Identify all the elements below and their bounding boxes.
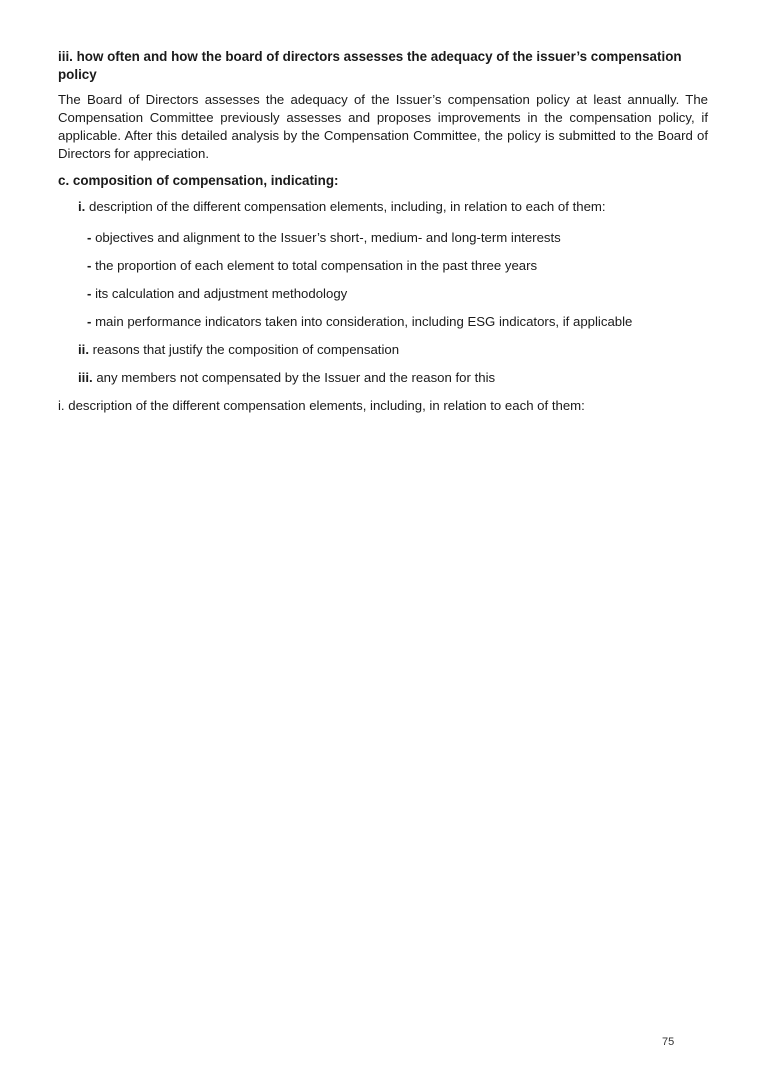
- sub-item-iii: [58, 369, 708, 387]
- bullet-text: the proportion of each element to total compensation in the past three years: [91, 258, 538, 273]
- bullet-text: its calculation and adjustment methodology: [91, 286, 348, 301]
- bullet-marker: -: [87, 258, 92, 273]
- sub-item-text: description of the different compensation elements, including, in relation to each of them:: [85, 199, 606, 214]
- section-iii-body: The Board of Directors assesses the adequacy of the Issuer’s compensation policy at least annually. The Compensation Committee previously assesses and proposes improvements in the compensation policy, if applicable. After this detailed analysis by the Compensation Committee, the policy is submitted to the Board of Directors for appreciation.: [58, 92, 708, 161]
- sub-item-marker: iii.: [78, 370, 93, 385]
- bullet-text: main performance indicators taken into consideration, including ESG indicators, if applicable: [91, 314, 633, 329]
- trailing-text: i. description of the different compensation elements, including, in relation to each of them:: [58, 398, 585, 413]
- bullet-marker: -: [87, 314, 92, 329]
- bullet-item: [58, 257, 708, 275]
- bullet-item: [58, 229, 708, 247]
- sub-item-text: reasons that justify the composition of compensation: [89, 342, 400, 357]
- page-number: 75: [662, 1036, 675, 1048]
- document-page: [58, 48, 708, 415]
- sub-item-marker: i.: [78, 199, 86, 214]
- sub-item-text: any members not compensated by the Issuer and the reason for this: [92, 370, 496, 385]
- sub-item-ii: [58, 341, 708, 359]
- sub-item-i: [58, 198, 708, 216]
- bullet-marker: -: [87, 230, 92, 245]
- section-c-heading: c. composition of compensation, indicating:: [58, 173, 339, 188]
- section-iii-heading: iii. how often and how the board of directors assesses the adequacy of the issuer’s compensation policy: [58, 49, 682, 82]
- bullet-marker: -: [87, 286, 92, 301]
- bullet-item: [58, 313, 708, 331]
- bullet-item: [58, 285, 708, 303]
- bullet-text: objectives and alignment to the Issuer’s short-, medium- and long-term interests: [91, 230, 561, 245]
- sub-item-marker: ii.: [78, 342, 89, 357]
